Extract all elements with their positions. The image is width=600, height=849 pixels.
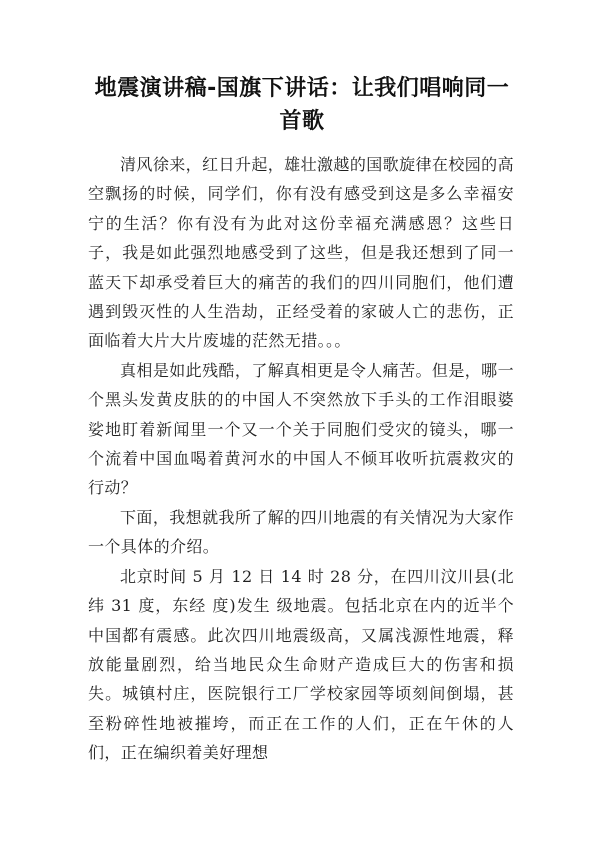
paragraph-2: 真相是如此残酷，了解真相更是令人痛苦。但是，哪一个黑头发黄皮肤的的中国人不突然放下手头的工作泪眼婆娑地盯着新闻里一个又一个关于同胞们受灾的镜头，哪一个流着中国血喝着黄河水的中国人不倾耳收听抗震救灾的行动？ (88, 360, 514, 498)
paragraph-3: 下面，我想就我所了解的四川地震的有关情况为大家作一个具体的介绍。 (88, 507, 514, 557)
document-body (88, 150, 514, 768)
document-title: 地震演讲稿-国旗下讲话：让我们唱响同一首歌 (94, 76, 510, 134)
paragraph-1: 清风徐来，红日升起，雄壮激越的国歌旋律在校园的高空飘扬的时候，同学们，你有没有感受到这是多么幸福安宁的生活？你有没有为此对这份幸福充满感恩？这些日子，我是如此强烈地感受到了这些，但是我还想到了同一蓝天下却承受着巨大的痛苦的我们的四川同胞们，他们遭遇到毁灭性的人生浩劫，正经受着的家破人亡的悲伤，正面临着大片大片废墟的茫然无措。。。 (88, 155, 514, 351)
paragraph-4: 北京时间 5 月 12 日 14 时 28 分，在四川汶川县(北纬 31 度，东经 度)发生 级地震。包括北京在内的近半个中国都有震感。此次四川地震级高，又属浅源性地震，释放能量剧烈，给当地民众生命财产造成巨大的伤害和损失。城镇村庄，医院银行工厂学校家园等顷刻间倒塌，甚至粉碎性地被摧垮，而正在工作的人们，正在午休的人们，正在编织着美好理想 (88, 566, 514, 763)
